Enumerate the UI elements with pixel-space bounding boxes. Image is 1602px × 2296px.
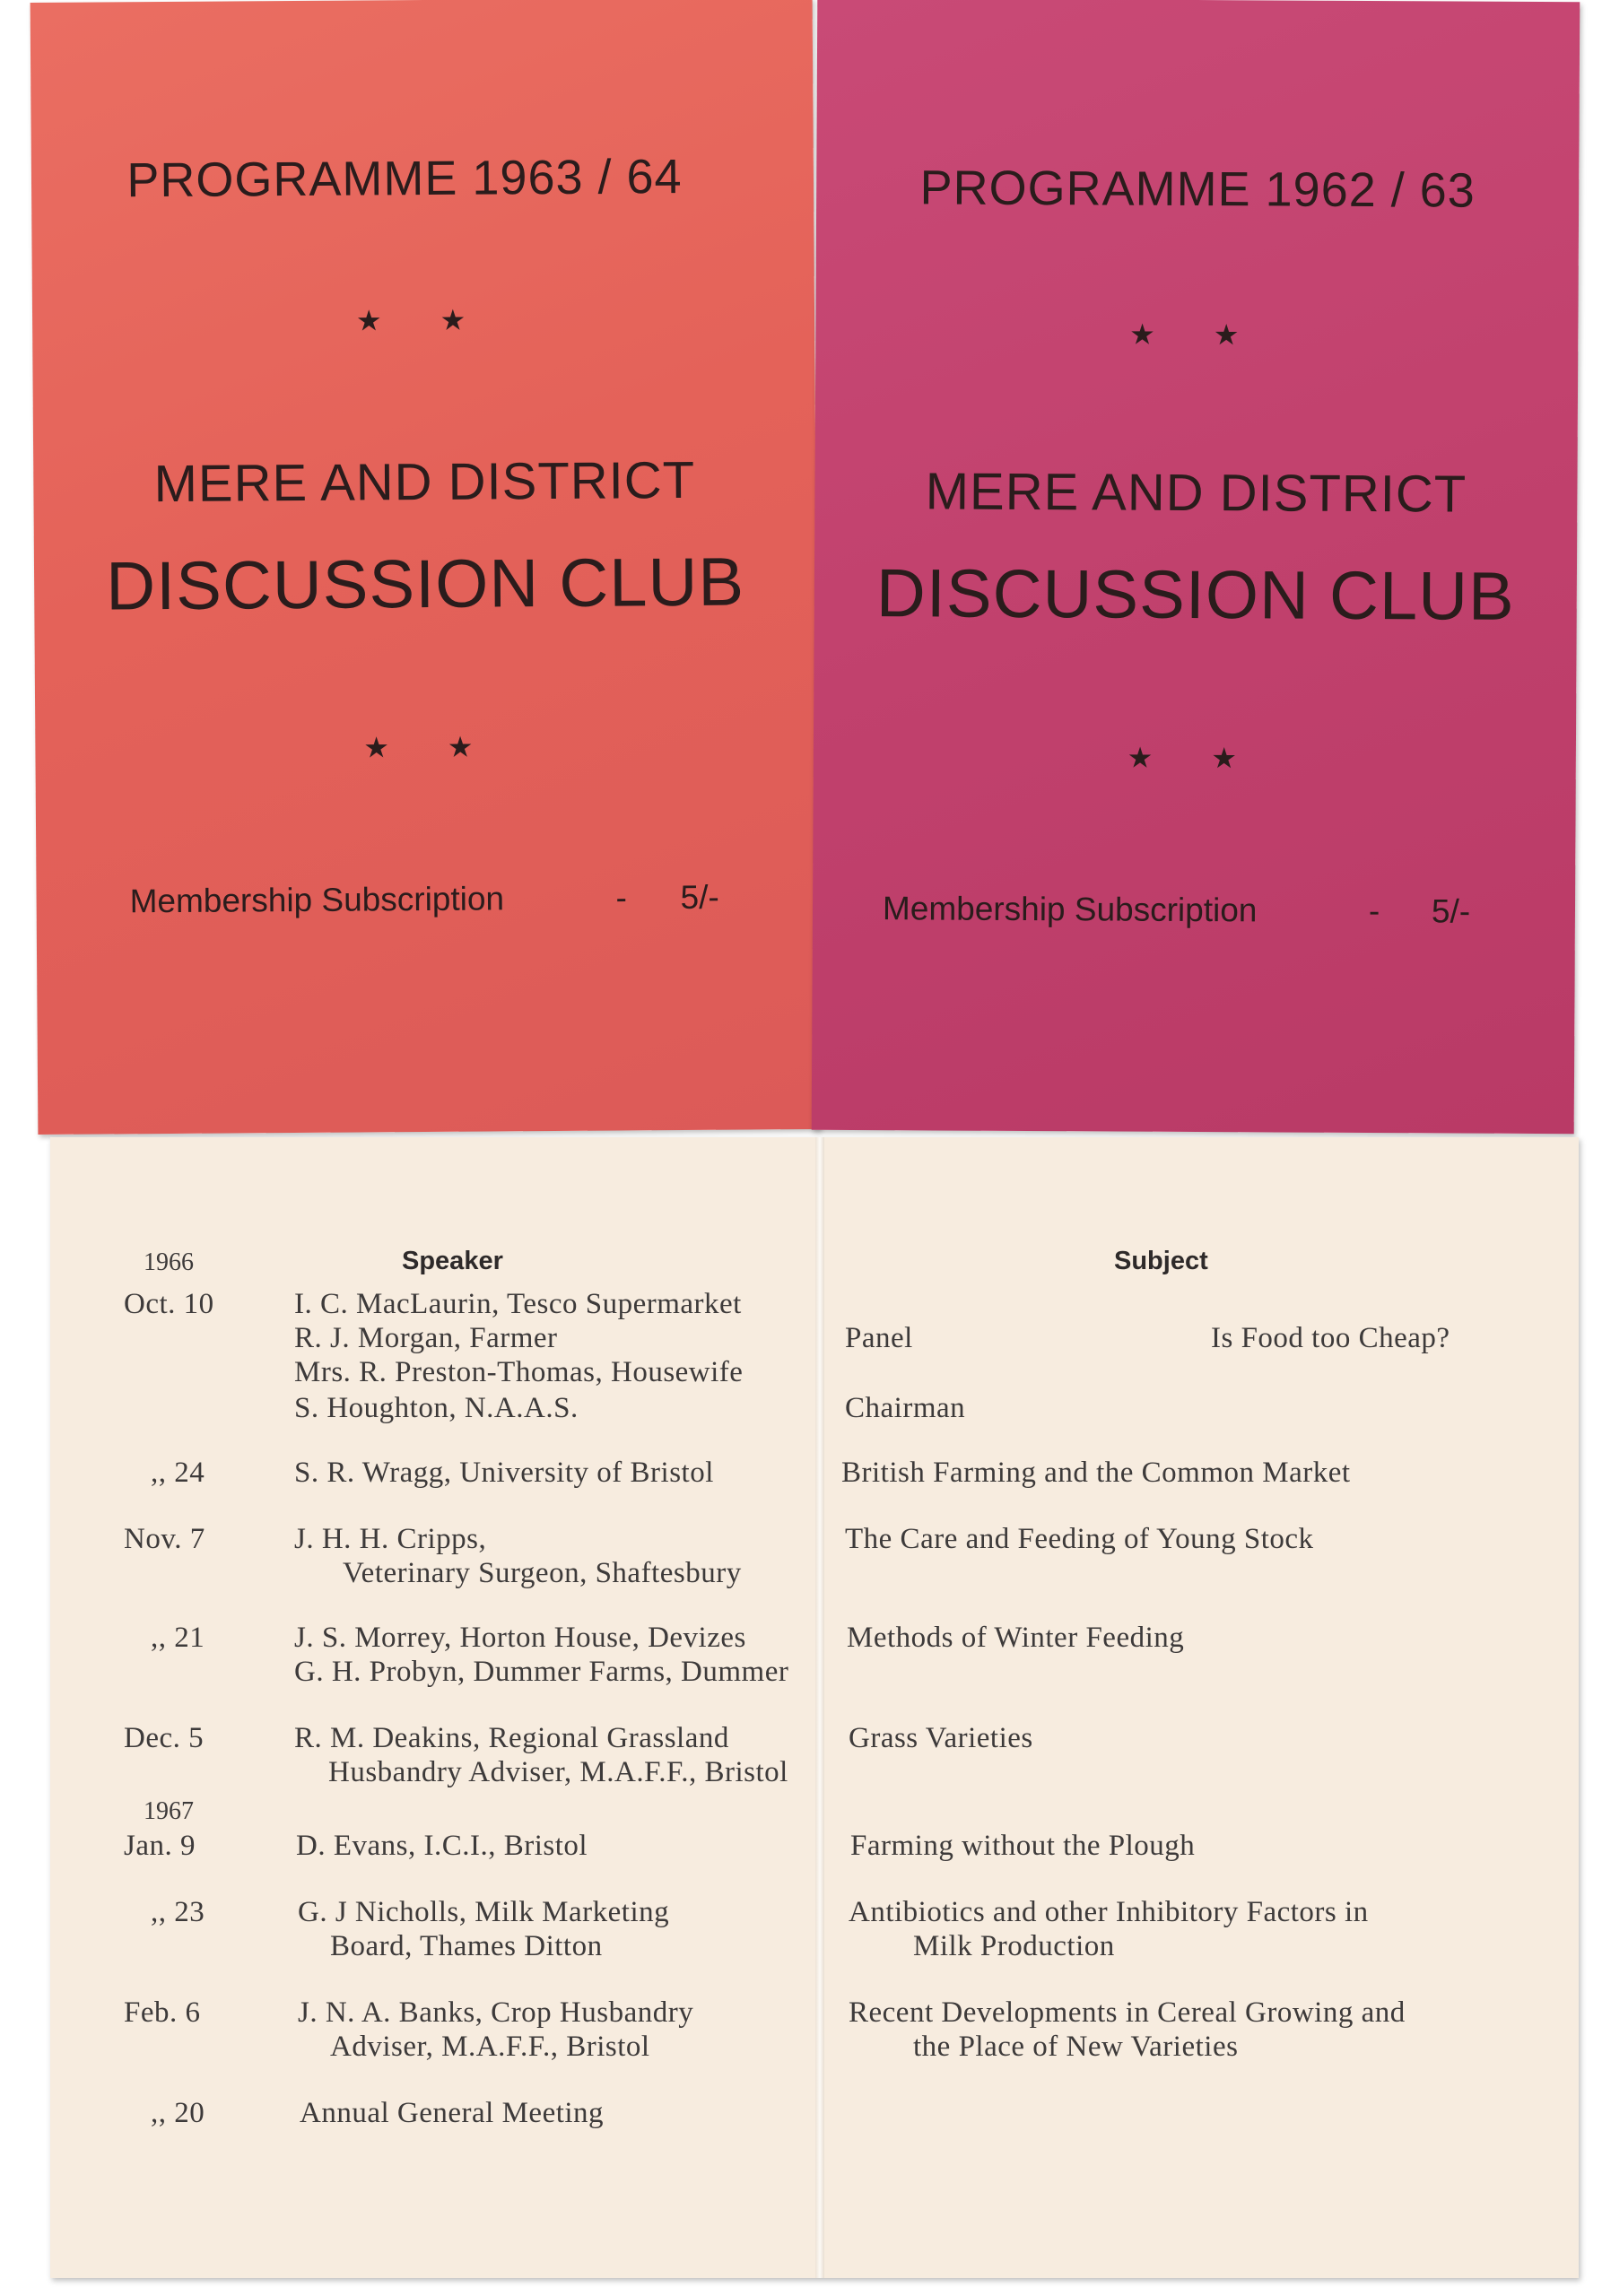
entry-date: Nov. 7: [124, 1523, 205, 1555]
speaker-header: Speaker: [402, 1247, 503, 1275]
speaker-line: R. M. Deakins, Regional Grassland: [294, 1722, 729, 1754]
cover-club-line1: MERE AND DISTRICT: [925, 462, 1467, 524]
speaker-line: J. N. A. Banks, Crop Husbandry: [298, 1996, 694, 2029]
cover-club-line2: DISCUSSION CLUB: [875, 555, 1515, 635]
cover-subscription-dash: -: [1368, 892, 1380, 930]
entry-date: ,, 20: [151, 2097, 205, 2129]
speaker-line: G. J Nicholls, Milk Marketing: [298, 1896, 670, 1928]
speaker-line: Adviser, M.A.F.F., Bristol: [330, 2031, 650, 2063]
entry-subject: Farming without the Plough: [850, 1830, 1196, 1862]
entry-subject: Recent Developments in Cereal Growing and: [849, 1996, 1406, 2029]
speaker-line: J. S. Morrey, Horton House, Devizes: [294, 1622, 746, 1654]
year-1966: 1966: [144, 1248, 194, 1276]
entry-date: Jan. 9: [124, 1830, 196, 1862]
entry-subject: Antibiotics and other Inhibitory Factors in: [849, 1896, 1369, 1928]
entry-date: ,, 21: [151, 1622, 205, 1654]
speaker-line: J. H. H. Cripps,: [294, 1523, 487, 1555]
cover-subscription-dash: -: [615, 879, 628, 917]
entry-subject: the Place of New Varieties: [913, 2031, 1239, 2063]
entry-subject: British Farming and the Common Market: [841, 1457, 1351, 1489]
entry-date: Dec. 5: [124, 1722, 205, 1754]
cover-stars-top: ★ ★: [355, 303, 492, 337]
cover-stars-bottom: ★ ★: [1127, 741, 1263, 775]
speaker-line: G. H. Probyn, Dummer Farms, Dummer: [294, 1656, 789, 1688]
speaker-line: Husbandry Adviser, M.A.F.F., Bristol: [328, 1756, 788, 1788]
cover-club-line1: MERE AND DISTRICT: [153, 450, 696, 514]
cover-club-line2: DISCUSSION CLUB: [105, 544, 745, 625]
entry-subject: Methods of Winter Feeding: [847, 1622, 1185, 1654]
cover-subscription-price: 5/-: [1431, 892, 1471, 930]
role-chairman: Chairman: [845, 1392, 966, 1424]
entry-date: ,, 23: [151, 1896, 205, 1928]
entry-date: Feb. 6: [124, 1996, 201, 2029]
speaker-line: Board, Thames Ditton: [330, 1930, 603, 1962]
entry-subject: Is Food too Cheap?: [1211, 1322, 1450, 1354]
fold-line: [815, 1137, 824, 2278]
cover-subscription-price: 5/-: [680, 878, 719, 917]
speaker-line: Veterinary Surgeon, Shaftesbury: [343, 1557, 742, 1589]
cover-stars-top: ★ ★: [1129, 317, 1265, 352]
cover-subscription-label: Membership Subscription: [882, 890, 1258, 929]
role-panel: Panel: [845, 1322, 913, 1354]
programme-cover-1963-64: [30, 0, 821, 1135]
entry-date: Oct. 10: [124, 1288, 214, 1320]
cover-programme-title: PROGRAMME 1962 / 63: [919, 161, 1476, 218]
cover-stars-bottom: ★ ★: [363, 730, 499, 764]
programme-sheet: [50, 1137, 1579, 2278]
programme-cover-1962-63: [812, 0, 1580, 1134]
speaker-line: Mrs. R. Preston-Thomas, Housewife: [294, 1356, 744, 1388]
cover-programme-title: PROGRAMME 1963 / 64: [126, 149, 683, 208]
speaker-line: S. Houghton, N.A.A.S.: [294, 1392, 579, 1424]
speaker-line: Annual General Meeting: [300, 2097, 605, 2129]
cover-subscription-label: Membership Subscription: [129, 880, 505, 920]
speaker-line: I. C. MacLaurin, Tesco Supermarket: [294, 1288, 742, 1320]
entry-subject: The Care and Feeding of Young Stock: [845, 1523, 1314, 1555]
entry-subject: Milk Production: [913, 1930, 1115, 1962]
speaker-line: D. Evans, I.C.I., Bristol: [296, 1830, 588, 1862]
year-1967: 1967: [144, 1797, 194, 1825]
entry-date: ,, 24: [151, 1457, 205, 1489]
speaker-line: S. R. Wragg, University of Bristol: [294, 1457, 714, 1489]
entry-subject: Grass Varieties: [849, 1722, 1033, 1754]
speaker-line: R. J. Morgan, Farmer: [294, 1322, 558, 1354]
subject-header: Subject: [1114, 1247, 1208, 1275]
